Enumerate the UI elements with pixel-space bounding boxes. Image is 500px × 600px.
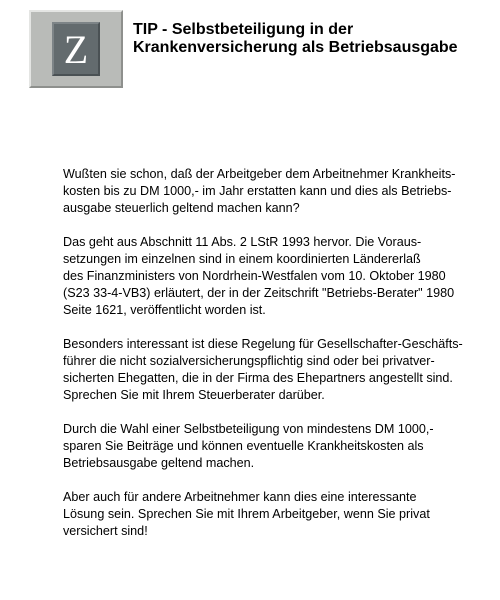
title-line: TIP - Selbstbeteiligung in der xyxy=(133,21,354,38)
text-line: Aber auch für andere Arbeitnehmer kann dies eine interessante xyxy=(63,490,417,504)
text-line: kosten bis zu DM 1000,- im Jahr erstatten kann und dies als Betriebs- xyxy=(63,184,452,198)
text-line: sicherten Ehegatten, die in der Firma des Ehepartners angestellt sind. xyxy=(63,371,453,385)
paragraph xyxy=(63,234,493,319)
text-line: Lösung sein. Sprechen Sie mit Ihrem Arbeitgeber, wenn Sie privat xyxy=(63,507,430,521)
text-line: (S23 33-4-VB3) erläutert, der in der Zeitschrift "Betriebs-Berater" 1980 xyxy=(63,286,455,300)
text-line: Sprechen Sie mit Ihrem Steuerberater darüber. xyxy=(63,388,325,402)
text-line: Das geht aus Abschnitt 11 Abs. 2 LStR 1993 hervor. Die Voraus- xyxy=(63,235,422,249)
paragraph xyxy=(63,336,493,404)
logo xyxy=(29,10,123,88)
text-line: sparen Sie Beiträge und können eventuelle Krankheitskosten als xyxy=(63,439,424,453)
title-line: Krankenversicherung als Betriebsausgabe xyxy=(133,39,458,56)
text-line: führer die nicht sozialversicherungspflichtig sind oder bei privatver- xyxy=(63,354,435,368)
logo-letter: Z xyxy=(63,27,89,72)
paragraph xyxy=(63,421,493,472)
text-line: Durch die Wahl einer Selbstbeteiligung von mindestens DM 1000,- xyxy=(63,422,434,436)
page-title xyxy=(133,21,493,57)
text-line: Seite 1621, veröffentlicht worden ist. xyxy=(63,303,266,317)
text-line: Wußten sie schon, daß der Arbeitgeber dem Arbeitnehmer Krankheits- xyxy=(63,167,456,181)
text-line: versichert sind! xyxy=(63,524,148,538)
paragraph xyxy=(63,489,493,540)
logo-tile xyxy=(52,22,100,76)
text-line: des Finanzministers von Nordrhein-Westfalen vom 10. Oktober 1980 xyxy=(63,269,446,283)
text-line: ausgabe steuerlich geltend machen kann? xyxy=(63,201,300,215)
article-body xyxy=(63,166,493,557)
text-line: setzungen im einzelnen sind in einem koordinierten Ländererlaß xyxy=(63,252,421,266)
paragraph xyxy=(63,166,493,217)
text-line: Betriebsausgabe geltend machen. xyxy=(63,456,255,470)
text-line: Besonders interessant ist diese Regelung für Gesellschafter-Geschäfts- xyxy=(63,337,463,351)
